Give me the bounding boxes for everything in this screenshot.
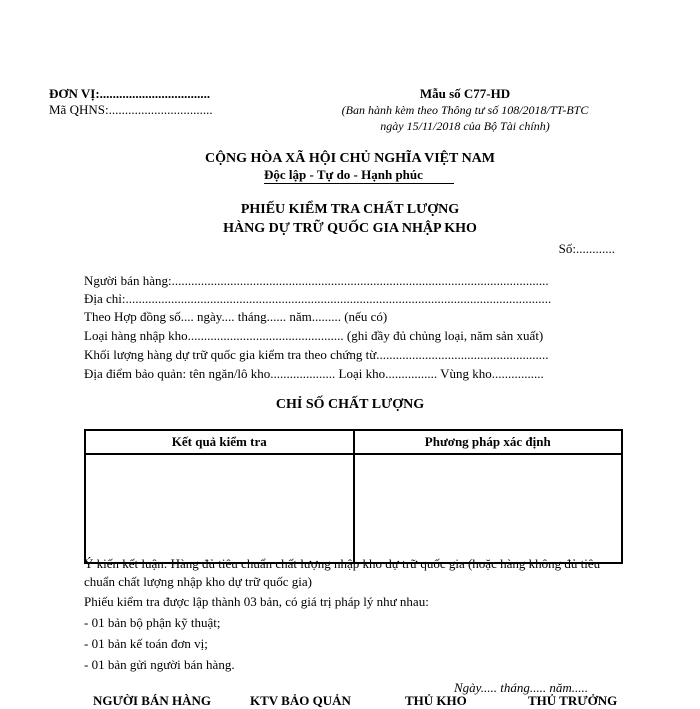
- field-storage-location: Địa điểm bảo quản: tên ngăn/lô kho.................... Loại kho................ Vùng kho................: [84, 366, 544, 381]
- quality-table: [84, 429, 623, 564]
- field-goods-type: Loại hàng nhập kho................................................ (ghi đầy đủ chủng loại, năm sản xuất): [84, 328, 544, 343]
- conclusion-text: Ý kiến kết luận: Hàng đủ tiêu chuẩn chất lượng nhập kho dự trữ quốc gia (hoặc hàng không đủ tiêu chuẩn chất lượng nhập kho dự trữ quốc gia): [84, 556, 601, 589]
- field-quantity: Khối lượng hàng dự trữ quốc gia kiểm tra theo chứng từ.....................................................: [84, 347, 549, 362]
- col-inspection-result: Kết quả kiểm tra: [85, 430, 354, 454]
- copy-item-technical: - 01 bản bộ phận kỹ thuật;: [84, 615, 221, 630]
- signature-storage-technician: KTV BẢO QUẢN: [250, 693, 351, 708]
- signature-warehouse-keeper: THỦ KHO: [405, 693, 467, 708]
- col-determination-method: Phương pháp xác định: [354, 430, 623, 454]
- conclusion-block: [84, 555, 624, 674]
- field-address: Địa chỉ:...................................................................................................................................: [84, 291, 552, 306]
- document-title-line-1: PHIẾU KIỂM TRA CHẤT LƯỢNG: [240, 202, 460, 217]
- national-motto: Độc lập - Tự do - Hạnh phúc: [264, 167, 423, 182]
- quality-section-title: CHỈ SỐ CHẤT LƯỢNG: [275, 397, 425, 412]
- field-contract: Theo Hợp đồng số.... ngày.... tháng...... năm......... (nếu có): [84, 309, 388, 324]
- cell-inspection-result[interactable]: [85, 454, 354, 563]
- document-title-line-2: HÀNG DỰ TRỮ QUỐC GIA NHẬP KHO: [223, 221, 477, 236]
- issued-line-2: ngày 15/11/2018 của Bộ Tài chính): [380, 119, 550, 133]
- copy-item-accounting: - 01 bản kế toán đơn vị;: [84, 636, 208, 651]
- footer-date: Ngày..... tháng..... năm.....: [454, 680, 588, 695]
- issued-line-1: (Ban hành kèm theo Thông tư số 108/2018/TT-BTC: [341, 103, 589, 117]
- form-number: Mẫu số C77-HD: [419, 86, 511, 101]
- cell-determination-method[interactable]: [354, 454, 623, 563]
- signature-seller: NGƯỜI BÁN HÀNG: [93, 693, 211, 708]
- copies-intro: Phiếu kiểm tra được lập thành 03 bản, có giá trị pháp lý như nhau:: [84, 594, 429, 609]
- document-number: Số:............: [558, 241, 615, 256]
- national-title: CỘNG HÒA XÃ HỘI CHỦ NGHĨA VIỆT NAM: [204, 151, 495, 166]
- unit-label: ĐƠN VỊ:..................................: [49, 86, 211, 101]
- copy-item-seller: - 01 bản gửi người bán hàng.: [84, 657, 235, 672]
- qhns-label: Mã QHNS:................................: [49, 102, 213, 117]
- signature-head: THỦ TRƯỞNG: [528, 693, 618, 708]
- field-seller: Người bán hàng:....................................................................................................................: [84, 273, 549, 288]
- motto-underline: [264, 183, 454, 184]
